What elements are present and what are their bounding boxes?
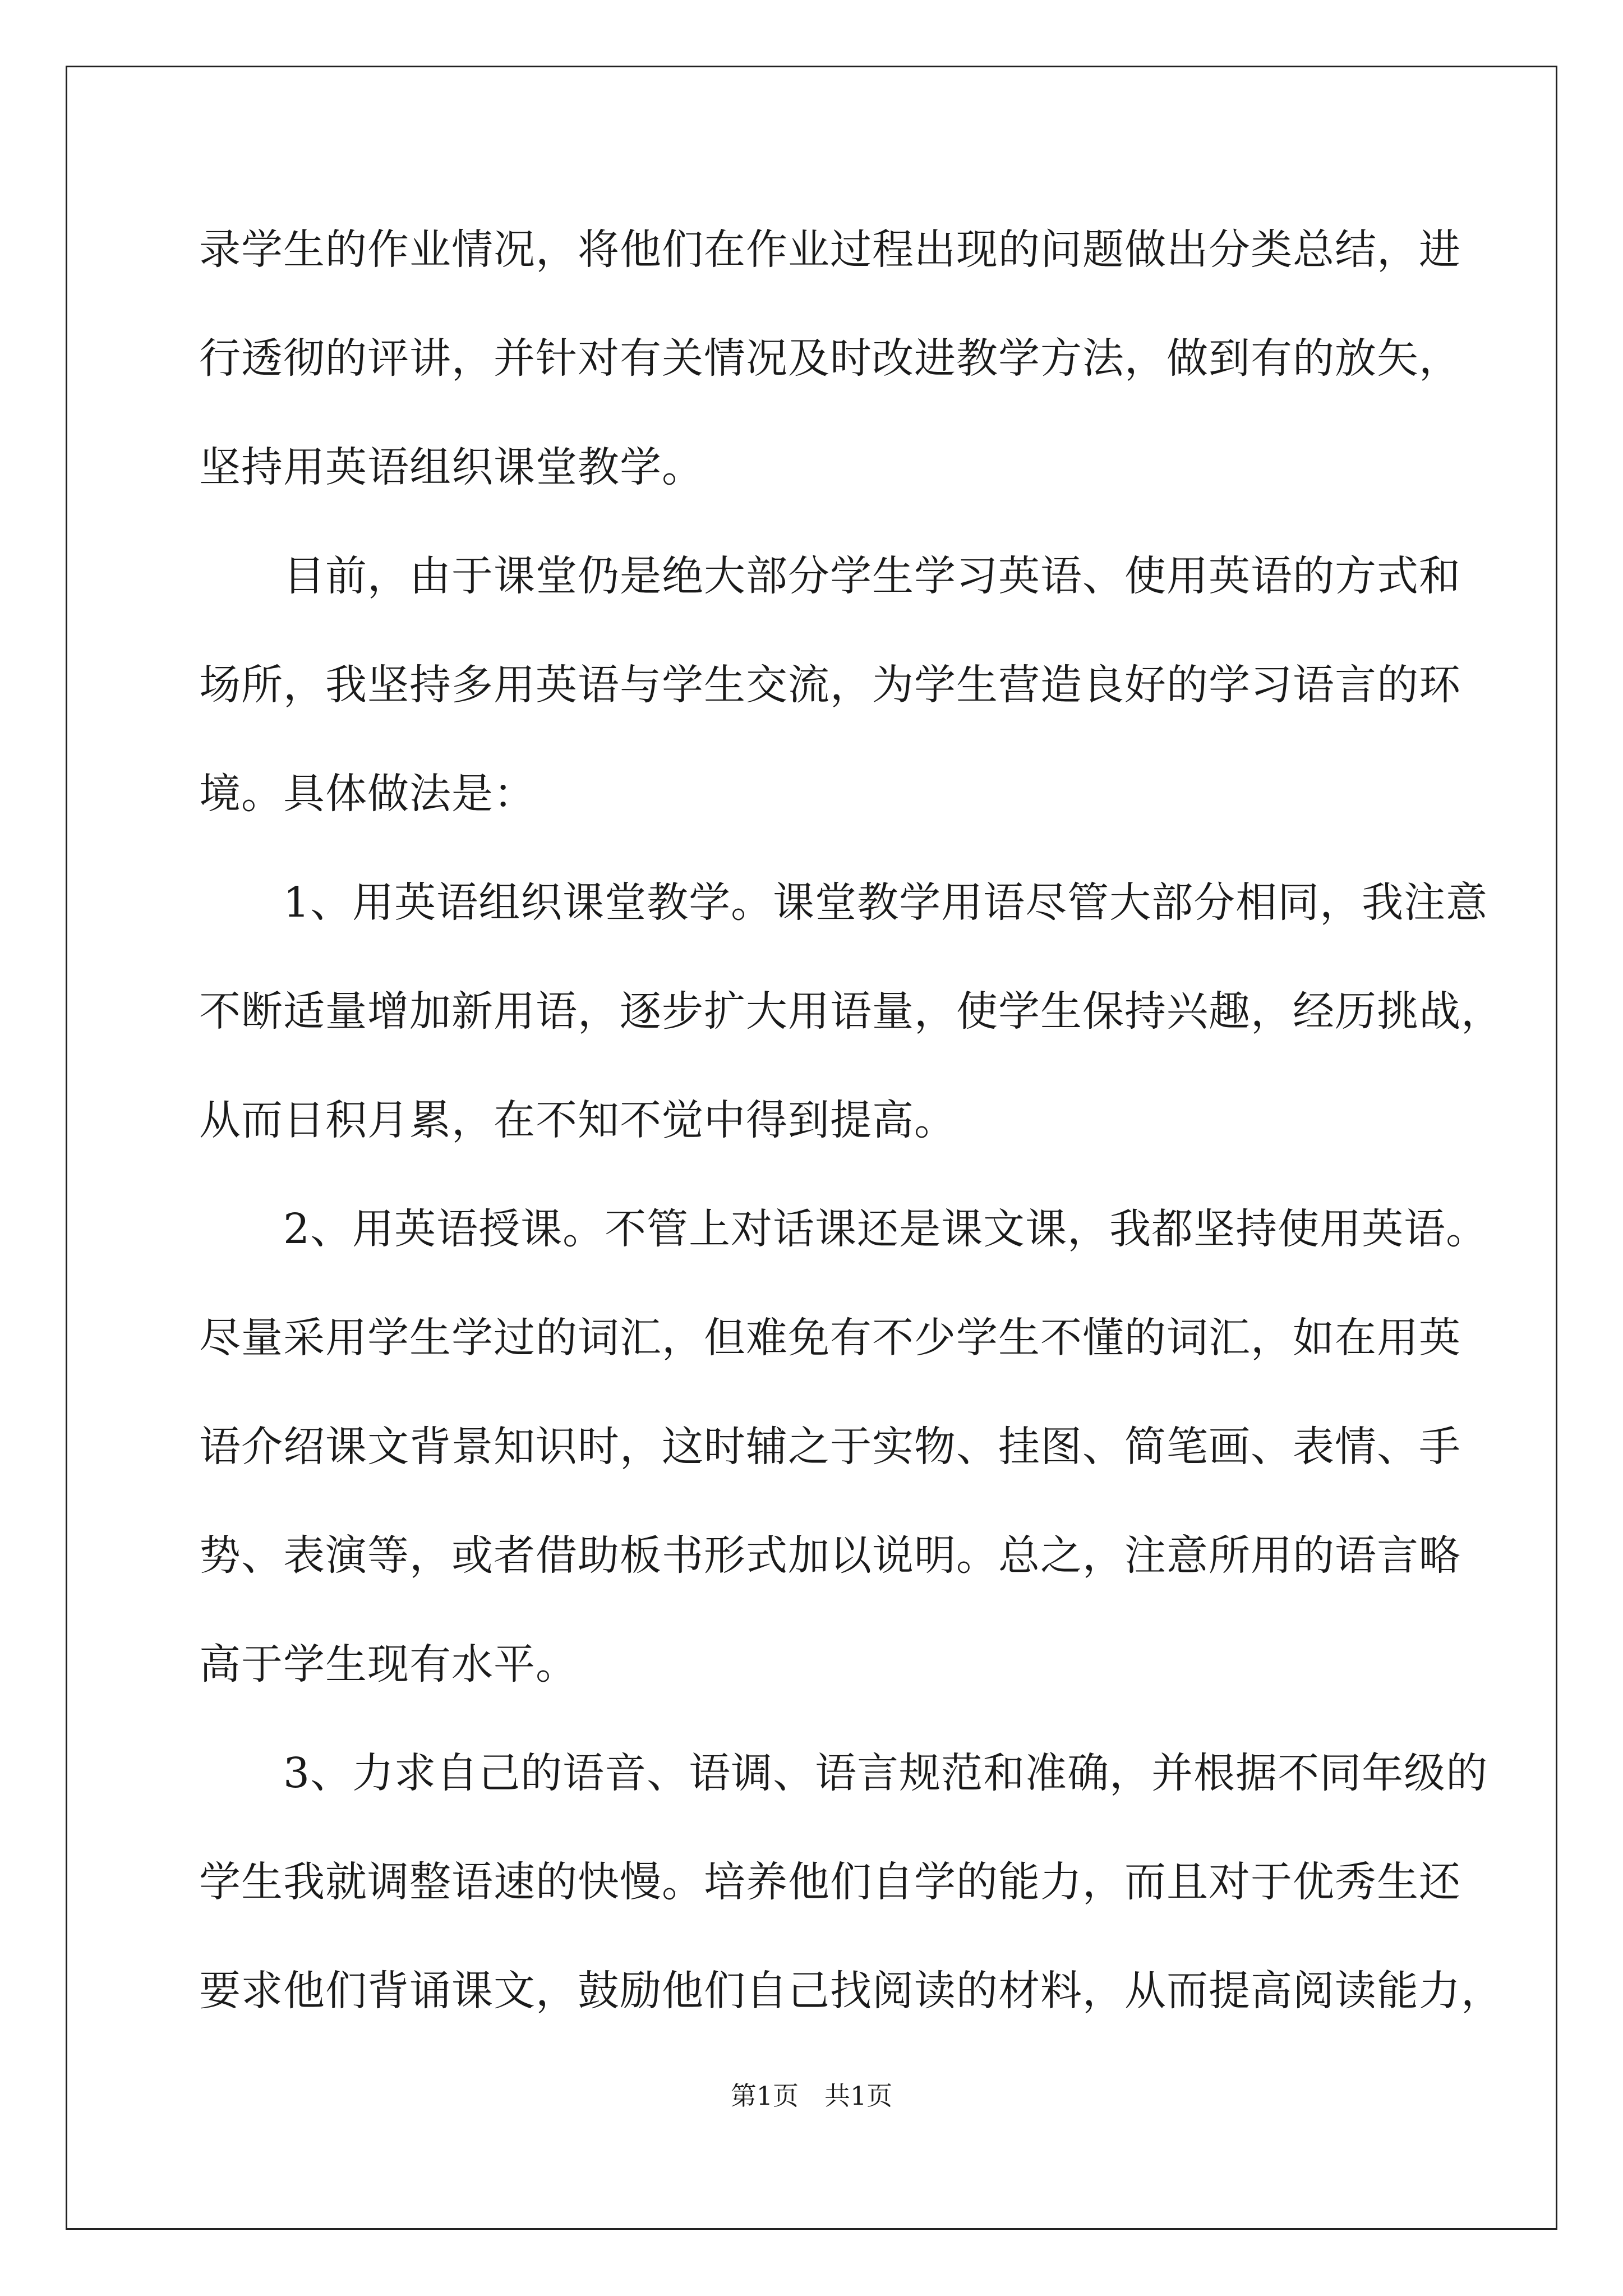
text-line: 高于学生现有水平。	[199, 1640, 578, 1688]
page-number-footer: 第1页 共1页	[730, 2081, 893, 2111]
text-line: 语介绍课文背景知识时，这时辅之于实物、挂图、简笔画、表情、手	[199, 1423, 1461, 1471]
text-line: 场所，我坚持多用英语与学生交流，为学生营造良好的学习语言的环	[199, 661, 1461, 709]
text-line: 3、力求自己的语音、语调、语言规范和准确，并根据不同年级的	[199, 1749, 1488, 1797]
text-line: 势、表演等，或者借助板书形式加以说明。总之，注意所用的语言略	[199, 1531, 1461, 1580]
text-line: 要求他们背诵课文，鼓励他们自己找阅读的材料，从而提高阅读能力，	[199, 1967, 1503, 2015]
document-body	[199, 222, 1503, 2072]
text-line: 从而日积月累，在不知不觉中得到提高。	[199, 1096, 956, 1144]
text-line: 目前，由于课堂仍是绝大部分学生学习英语、使用英语的方式和	[199, 552, 1461, 600]
text-line: 1、用英语组织课堂教学。课堂教学用语尽管大部分相同，我注意	[199, 878, 1488, 927]
text-line: 录学生的作业情况，将他们在作业过程出现的问题做出分类总结，进	[199, 226, 1461, 274]
text-line: 坚持用英语组织课堂教学。	[199, 443, 704, 491]
text-line: 行透彻的评讲，并针对有关情况及时改进教学方法，做到有的放矢，	[199, 334, 1461, 383]
text-line: 2、用英语授课。不管上对话课还是课文课，我都坚持使用英语。	[199, 1205, 1488, 1253]
text-line: 学生我就调整语速的快慢。培养他们自学的能力，而且对于优秀生还	[199, 1858, 1461, 1906]
text-line: 尽量采用学生学过的词汇，但难免有不少学生不懂的词汇，如在用英	[199, 1314, 1461, 1362]
text-line: 不断适量增加新用语，逐步扩大用语量，使学生保持兴趣，经历挑战，	[199, 987, 1503, 1036]
text-line: 境。具体做法是：	[199, 770, 536, 818]
